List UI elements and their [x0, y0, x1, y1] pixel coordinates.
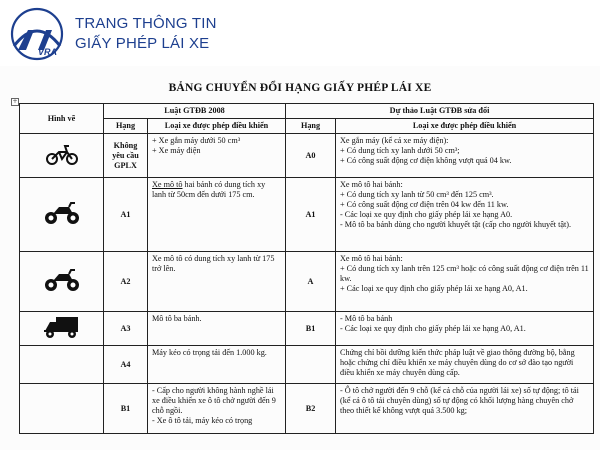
new-types-cell — [336, 252, 594, 312]
old-types-cell — [148, 134, 286, 178]
text-line: Xe gắn máy (kể cả xe máy điện): — [340, 136, 449, 145]
new-class-cell — [286, 346, 336, 384]
subheader-old-types: Loại xe được phép điều khiển — [148, 119, 286, 134]
text-line: Xe mô tô hai bánh: — [340, 254, 403, 263]
text-line: - Cấp cho người không hành nghề lái xe điều khiển xe ô tô chở người đến 9 chỗ ngồi. — [152, 386, 276, 415]
new-class-cell: B2 — [286, 384, 336, 434]
old-types-cell — [148, 252, 286, 312]
text-line: + Xe gắn máy dưới 50 cm³ — [152, 136, 241, 145]
header-old-law: Luật GTĐB 2008 — [104, 104, 286, 119]
subheader-old-class: Hạng — [104, 119, 148, 134]
old-types-cell — [148, 312, 286, 346]
document-title: BẢNG CHUYỂN ĐỔI HẠNG GIẤY PHÉP LÁI XE — [168, 82, 432, 94]
text-line: + Các loại xe quy định cho giấy phép lái xe hạng A0, A1. — [340, 284, 528, 293]
tricycle-icon — [42, 314, 82, 340]
motorbike-icon — [45, 142, 79, 166]
logo-text: VRA — [38, 47, 58, 57]
old-class-cell: A2 — [104, 252, 148, 312]
motorcycle-icon — [43, 267, 81, 293]
text-line: Chứng chỉ bồi dưỡng kiến thức pháp luật về giao thông đường bộ, bằng hoặc chứng chỉ điều khiển xe máy chuyên dùng do cơ sở đào tạo người điều khiển xe máy chuyên dùng cấp. — [340, 348, 575, 377]
text-line: + Xe máy điện — [152, 146, 201, 155]
text-line: Máy kéo có trọng tải đến 1.000 kg. — [152, 348, 267, 357]
license-conversion-table — [19, 103, 594, 434]
text-line: + Có công suất động cơ điện không vượt quá 04 kw. — [340, 156, 512, 165]
text-line: + Có công suất động cơ điện trên 04 kw đến 11 kw. — [340, 200, 509, 209]
text-line: + Có dung tích xy lanh trên 125 cm³ hoặc có công suất động cơ điện trên 11 kw. — [340, 264, 589, 283]
text-line: Xe mô tô hai bánh: — [340, 180, 403, 189]
old-class-cell: A4 — [104, 346, 148, 384]
text-line: - Mô tô ba bánh — [340, 314, 393, 323]
site-header — [0, 0, 600, 66]
table-move-handle[interactable]: + — [12, 98, 18, 105]
old-class-cell: Không yêu cầu GPLX — [104, 134, 148, 178]
text-line: + Có dung tích xy lanh dưới 50 cm³; — [340, 146, 460, 155]
vra-logo-icon — [8, 6, 66, 62]
new-types-cell — [336, 346, 594, 384]
header-icon: Hình vẽ — [20, 104, 104, 134]
text-line: Mô tô ba bánh. — [152, 314, 202, 323]
text-line: - Các loại xe quy định cho giấy phép lái xe hạng A0, A1. — [340, 324, 526, 333]
new-types-cell — [336, 178, 594, 252]
table-row — [20, 312, 594, 346]
old-class-cell: B1 — [104, 384, 148, 434]
table-row — [20, 384, 594, 434]
new-class-cell: A0 — [286, 134, 336, 178]
text-line: - Mô tô ba bánh dùng cho người khuyết tật (cấp cho người khuyết tật). — [340, 220, 572, 229]
old-types-cell — [148, 178, 286, 252]
text-line: - Các loại xe quy định cho giấy phép lái xe hạng A0. — [340, 210, 513, 219]
text-line: hai bánh có dung tích xy lanh từ 50cm đến dưới 175 cm. — [152, 180, 266, 199]
motorcycle-icon — [43, 200, 81, 226]
new-types-cell — [336, 384, 594, 434]
old-class-cell: A3 — [104, 312, 148, 346]
text-line: Xe mô tô có dung tích xy lanh từ 175 trở lên. — [152, 254, 275, 273]
table-row — [20, 252, 594, 312]
text-line: - Ô tô chở người đến 9 chỗ (kể cả chỗ của người lái xe) số tự động; tô tải (kể cả ô tô tải chuyên dùng) số tự động có khối lượng hàng chuyên chở theo thiết kế không vượt quá 3.500 kg; — [340, 386, 579, 415]
text-line: - Xe ô tô tải, máy kéo có trọng — [152, 416, 253, 425]
old-types-cell — [148, 384, 286, 434]
brand-name — [75, 14, 217, 54]
old-class-cell: A1 — [104, 178, 148, 252]
table-row — [20, 346, 594, 384]
table-row — [20, 178, 594, 252]
header-new-law: Dự thảo Luật GTĐB sửa đổi — [286, 104, 594, 119]
subheader-new-types: Loại xe được phép điều khiển — [336, 119, 594, 134]
new-class-cell: A — [286, 252, 336, 312]
subheader-new-class: Hạng — [286, 119, 336, 134]
brand-line-2: GIẤY PHÉP LÁI XE — [75, 35, 210, 52]
new-types-cell — [336, 312, 594, 346]
text-line: + Có dung tích xy lanh từ 50 cm³ đến 125 cm³. — [340, 190, 494, 199]
text-underlined: Xe mô tô — [152, 180, 183, 189]
brand-line-1: TRANG THÔNG TIN — [75, 15, 217, 32]
new-class-cell: B1 — [286, 312, 336, 346]
old-types-cell — [148, 346, 286, 384]
new-types-cell — [336, 134, 594, 178]
table-row — [20, 134, 594, 178]
new-class-cell: A1 — [286, 178, 336, 252]
